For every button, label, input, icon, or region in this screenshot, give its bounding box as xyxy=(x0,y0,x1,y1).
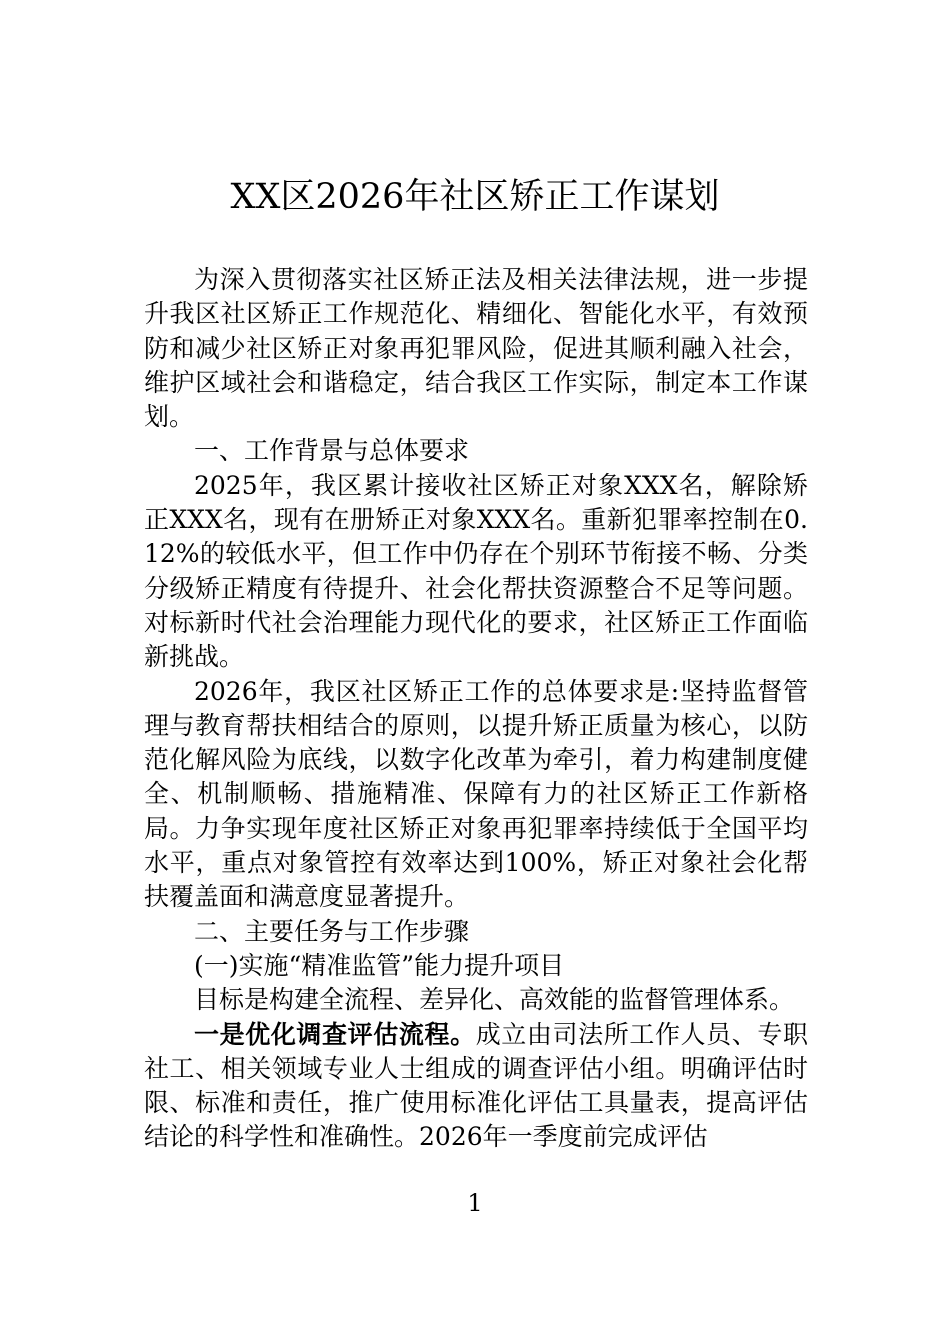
task-text: 成立由司法所工作人员、专职社工、相关领域专业人士组成的调查评估小组。明确评估时限、标准和责任，推广使用标准化评估工具量表，提高评估结论的科学性和准确性。2026年一季度前完成评估 xyxy=(144,1019,808,1152)
background-paragraph: 2025年，我区累计接收社区矫正对象XXX名，解除矫正XXX名，现有在册矫正对象XXX名。重新犯罪率控制在0.12%的较低水平，但工作中仍存在个别环节衔接不畅、分类分级矫正精度有待提升、社会化帮扶资源整合不足等问题。对标新时代社会治理能力现代化的要求，社区矫正工作面临新挑战。 xyxy=(144,470,808,672)
page-number: 1 xyxy=(467,1189,483,1217)
subsection-heading-1: (一)实施“精准监管”能力提升项目 xyxy=(194,950,565,980)
requirements-paragraph: 2026年，我区社区矫正工作的总体要求是:坚持监督管理与教育帮扶相结合的原则，以提升矫正质量为核心，以防范化解风险为底线，以数字化改革为牵引，着力构建制度健全、机制顺畅、措施精准、保障有力的社区矫正工作新格局。力争实现年度社区矫正对象再犯罪率持续低于全国平均水平，重点对象管控有效率达到100%，矫正对象社会化帮扶覆盖面和满意度显著提升。 xyxy=(144,676,808,912)
section-heading-2: 二、主要任务与工作步骤 xyxy=(194,916,470,946)
document-body xyxy=(144,263,808,1155)
goal-paragraph: 目标是构建全流程、差异化、高效能的监督管理体系。 xyxy=(194,985,795,1015)
task-paragraph-1 xyxy=(144,1018,808,1155)
task-lead: 一是优化调查评估流程。 xyxy=(194,1019,476,1049)
intro-paragraph: 为深入贯彻落实社区矫正法及相关法律法规，进一步提升我区社区矫正工作规范化、精细化、智能化水平，有效预防和减少社区矫正对象再犯罪风险，促进其顺利融入社会，维护区域社会和谐稳定，结合我区工作实际，制定本工作谋划。 xyxy=(144,265,808,432)
section-heading-1: 一、工作背景与总体要求 xyxy=(194,436,470,466)
document-title: XX区2026年社区矫正工作谋划 xyxy=(230,177,720,217)
